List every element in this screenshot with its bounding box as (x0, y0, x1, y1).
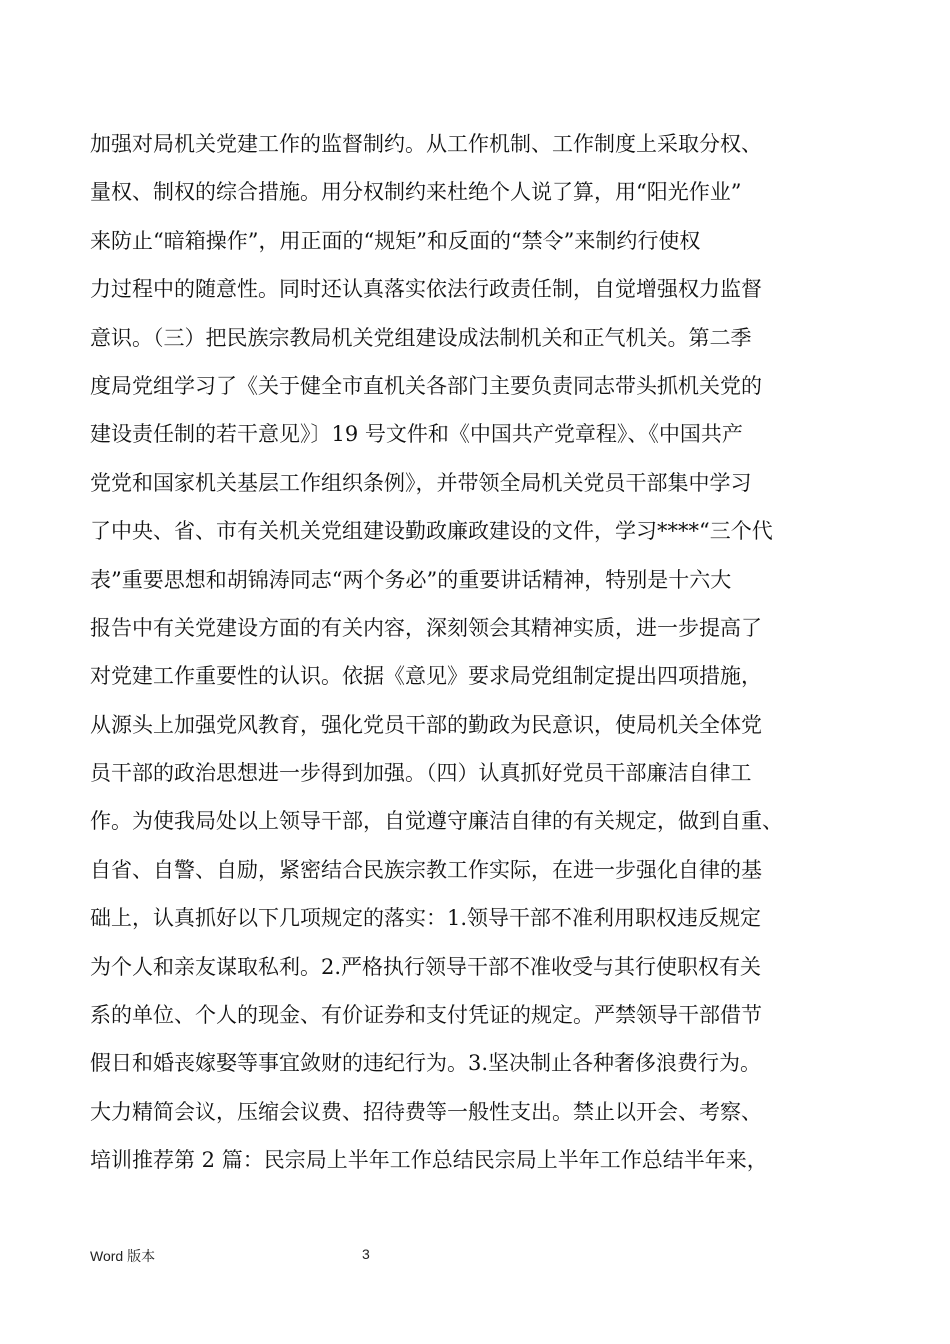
text-line: 对党建工作重要性的认识。依据《意见》要求局党组制定提出四项措施， (90, 664, 762, 689)
document-body (90, 120, 870, 1185)
text-line: 为个人和亲友谋取私利。2.严格执行领导干部不准收受与其行使职权有关 (90, 954, 762, 979)
text-line: 自省、自警、自励，紧密结合民族宗教工作实际，在进一步强化自律的基 (90, 857, 762, 882)
text-line: 报告中有关党建设方面的有关内容，深刻领会其精神实质，进一步提高了 (90, 615, 762, 640)
text-line: 加强对局机关党建工作的监督制约。从工作机制、工作制度上采取分权、 (90, 132, 762, 156)
text-line: 系的单位、个人的现金、有价证券和支付凭证的规定。严禁领导干部借节 (90, 1003, 762, 1028)
text-line: 度局党组学习了《关于健全市直机关各部门主要负责同志带头抓机关党的 (90, 373, 762, 398)
text-line: 党党和国家机关基层工作组织条例》，并带领全局机关党员干部集中学习 (90, 470, 752, 495)
text-line: 培训推荐第 2 篇：民宗局上半年工作总结民宗局上半年工作总结半年来， (90, 1148, 768, 1173)
page-number: 3 (362, 1246, 370, 1262)
text-line: 假日和婚丧嫁娶等事宜敛财的违纪行为。3.坚决制止各种奢侈浪费行为。 (90, 1051, 762, 1076)
text-line: 员干部的政治思想进一步得到加强。（四）认真抓好党员干部廉洁自律工 (90, 761, 752, 786)
text-line: 表”重要思想和胡锦涛同志“两个务必”的重要讲话精神，特别是十六大 (90, 567, 732, 592)
text-line: 大力精简会议，压缩会议费、招待费等一般性支出。禁止以开会、考察、 (90, 1099, 762, 1124)
text-line: 了中央、省、市有关机关党组建设勤政廉政建设的文件，学习****“三个代 (90, 519, 773, 544)
footer-label: Word 版本 (90, 1248, 156, 1264)
text-line: 从源头上加强党风教育，强化党员干部的勤政为民意识，使局机关全体党 (90, 712, 762, 737)
text-line: 作。为使我局处以上领导干部，自觉遵守廉洁自律的有关规定，做到自重、 (90, 809, 783, 834)
text-line: 意识。（三）把民族宗教局机关党组建设成法制机关和正气机关。第二季 (90, 325, 752, 350)
text-line: 来防止“暗箱操作”，用正面的“规矩”和反面的“禁令”来制约行使权 (90, 228, 701, 253)
text-line: 建设责任制的若干意见》〕19 号文件和《中国共产党章程》、《中国共产 (90, 422, 743, 447)
text-line: 力过程中的随意性。同时还认真落实依法行政责任制，自觉增强权力监督 (90, 277, 762, 302)
text-line: 础上，认真抓好以下几项规定的落实：1.领导干部不准利用职权违反规定 (90, 906, 762, 931)
text-line: 量权、制权的综合措施。用分权制约来杜绝个人说了算，用“阳光作业” (90, 180, 742, 205)
